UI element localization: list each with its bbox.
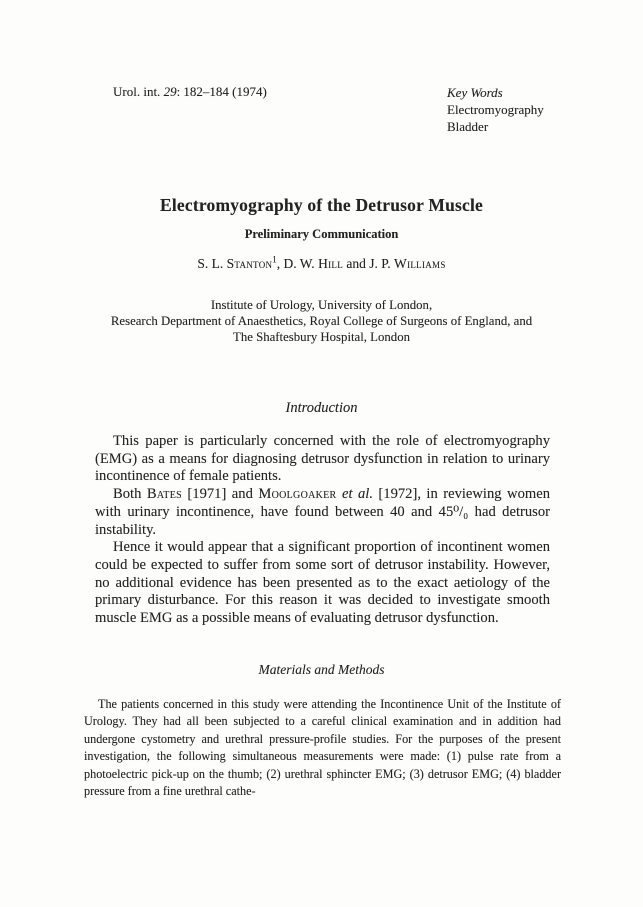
et-al-italic: et al. <box>336 486 373 503</box>
author-initials: and J. P. <box>343 256 395 271</box>
journal-pages: : 182–184 (1974) <box>176 84 267 99</box>
affiliation-line: The Shaftesbury Hospital, London <box>233 330 410 344</box>
affiliation-block <box>0 297 643 345</box>
keywords-label: Key Words <box>447 85 503 100</box>
section-heading-methods: Materials and Methods <box>258 662 385 677</box>
keywords-block <box>447 84 544 135</box>
keyword-item: Electromyography <box>447 102 544 117</box>
introduction-section <box>95 433 550 628</box>
journal-volume: 29 <box>163 84 177 99</box>
intro-para2-text: [1972], in reviewing women with urinary incontinence, have found between 40 and 45⁰/₀ had detrusor instability. <box>95 486 550 538</box>
author-initials: , D. W. <box>276 256 319 271</box>
page-title: Electromyography of the Detrusor Muscle <box>159 195 484 215</box>
section-heading-introduction: Introduction <box>285 400 358 416</box>
affiliation-line: Institute of Urology, University of London, <box>210 298 433 312</box>
journal-name: Urol. int. <box>113 84 164 99</box>
author-surname: Williams <box>394 256 446 271</box>
intro-para2-text: Both <box>113 486 147 503</box>
intro-paragraph-3: Hence it would appear that a significant proportion of incontinent women could be expected to suffer from some sort of detrusor instability. However, no additional evidence has been presented as to the exact aetiology of the primary disturbance. For this reason it was decided to investigate smooth muscle EMG as a possible means of evaluating detrusor dysfunction. <box>95 539 550 627</box>
cited-author-name: Bates <box>146 486 182 503</box>
intro-para2-text: [1971] and <box>181 486 259 503</box>
methods-section <box>84 696 561 800</box>
cited-author-name: Moolgoaker <box>258 486 337 503</box>
affiliation-line: Research Department of Anaesthetics, Royal College of Surgeons of England, and <box>110 314 533 328</box>
author-footnote-marker: 1 <box>272 254 277 265</box>
paper-subtitle: Preliminary Communication <box>244 227 399 241</box>
authors-line <box>0 256 643 272</box>
intro-paragraph-1: This paper is particularly concerned with the role of electromyography (EMG) as a means for diagnosing detrusor dysfunction in relation to urinary incontinence of female patients. <box>95 433 550 485</box>
journal-citation <box>113 84 267 100</box>
author-initials: S. L. <box>197 256 227 271</box>
intro-paragraph-2 <box>95 486 550 539</box>
author-surname: Hill <box>318 256 344 271</box>
author-surname: Stanton <box>226 256 273 271</box>
methods-paragraph-1: The patients concerned in this study were attending the Incontinence Unit of the Institute of Urology. They had all been subjected to a careful clinical examination and in addition had undergone cystometry and urethral pressure-profile studies. For the purposes of the present investigation, the following simultaneous measurements were made: (1) pulse rate from a photoelectric pick-up on the thumb; (2) urethral sphincter EMG; (3) detrusor EMG; (4) bladder pressure from a fine urethral cathe- <box>84 697 561 799</box>
keyword-item: Bladder <box>447 119 489 134</box>
